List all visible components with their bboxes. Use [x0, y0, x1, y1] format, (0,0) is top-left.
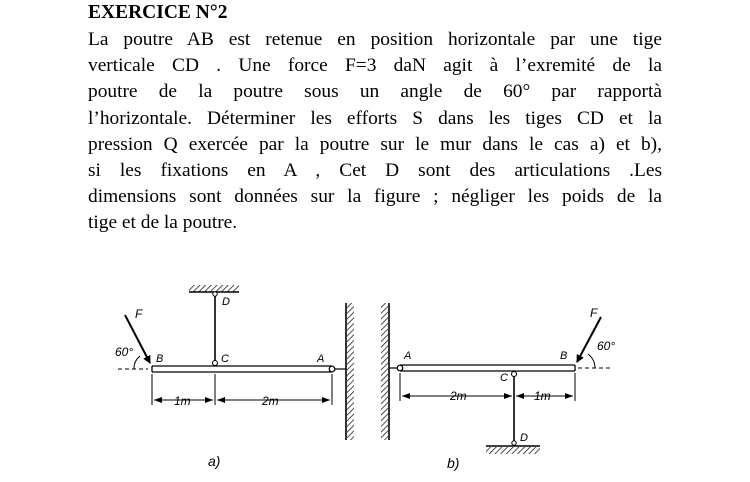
point-label-b-b: B: [560, 350, 568, 362]
point-label-c-a: C: [221, 353, 229, 365]
force-label-b: F: [590, 306, 598, 320]
floor-support-b: [486, 447, 540, 454]
pin-d-b: [512, 441, 516, 445]
pin-d-a: [213, 292, 217, 296]
exercise-statement: [88, 27, 662, 237]
figure-b: [381, 303, 615, 471]
caption-b: b): [447, 455, 460, 471]
statement-line-8: tige et de la poutre.: [88, 212, 238, 234]
angle-arc-a: [134, 356, 140, 369]
dimension-2m-a: 2m: [262, 394, 279, 408]
pin-a-b: [397, 365, 403, 371]
statement-line-1: La poutre AB est retenue en position horizontale par une tige: [88, 29, 662, 50]
mechanics-figure-svg: [88, 255, 678, 482]
pin-a-a: [329, 366, 335, 372]
statement-line-4: l’horizontale. Déterminer les efforts S dans les tiges CD et la: [88, 107, 662, 129]
point-label-d-a: D: [222, 296, 230, 308]
mechanics-figure: [88, 255, 678, 482]
statement-line-3: poutre de la poutre sous un angle de 60° par rapportà: [88, 81, 662, 103]
angle-label-a: 60°: [115, 345, 134, 359]
point-label-c-b: C: [500, 372, 508, 384]
point-label-d-b: D: [520, 432, 528, 444]
angle-label-b: 60°: [597, 339, 616, 353]
caption-a: a): [208, 453, 221, 469]
statement-line-5: pression Q exercée par la poutre sur le mur dans le cas a) et b),: [88, 133, 662, 155]
wall-b: [381, 303, 388, 440]
pin-c-a: [213, 361, 218, 366]
angle-arc-b: [588, 354, 595, 368]
dimension-1m-a: 1m: [174, 394, 191, 408]
figure-a: [115, 285, 354, 469]
statement-line-2: verticale CD . Une force F=3 daN agit à l’exremité de la: [88, 55, 662, 77]
statement-line-6: si les fixations en A , Cet D sont des articulations .Les: [88, 159, 662, 181]
point-label-a-a: A: [317, 353, 325, 365]
exercise-title: EXERCICE N°2: [88, 2, 228, 23]
dimension-1m-b: 1m: [534, 389, 551, 403]
point-label-b-a: B: [156, 353, 164, 365]
statement-line-7: dimensions sont données sur la figure ; négliger les poids de la: [88, 186, 662, 208]
ceiling-support-a: [189, 285, 239, 292]
wall-a: [347, 303, 354, 440]
force-label-a: F: [135, 307, 143, 321]
point-label-a-b: A: [404, 350, 412, 362]
dimension-2m-b: 2m: [450, 389, 467, 403]
pin-c-b: [512, 372, 517, 377]
